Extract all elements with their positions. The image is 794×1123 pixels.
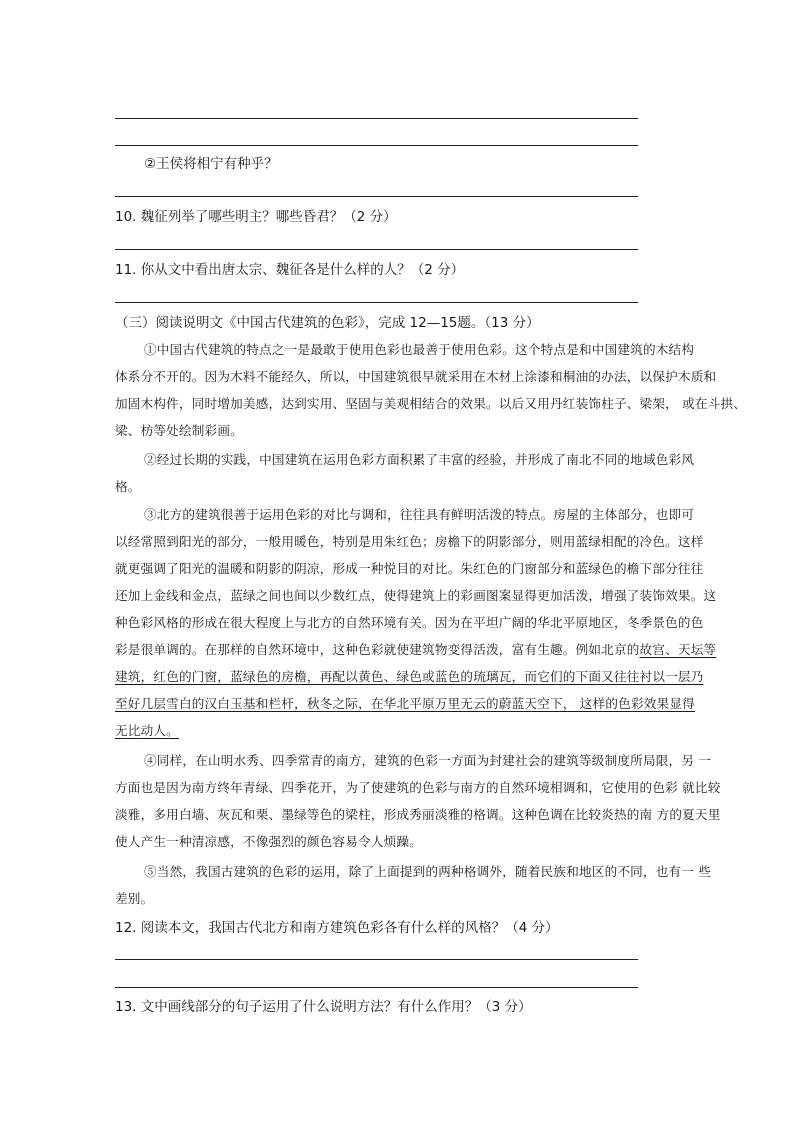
passage-line: ③北方的建筑很善于运用色彩的对比与调和，往往具有鲜明活泼的特点。房屋的主体部分，也即可	[144, 507, 695, 522]
underlined-sentence: 建筑，红色的门窗，蓝绿色的房檐，再配以黄色、绿色或蓝色的琉璃瓦，而它们的下面又往往衬以一层乃	[115, 669, 704, 684]
passage-line: 种色彩风格的形成在很大程度上与北方的自然环境有关。因为在平坦广阔的华北平原地区，冬季景色的色	[115, 615, 704, 630]
question-13: 13. 文中画线部分的句子运用了什么说明方法？有什么作用？（3 分）	[115, 999, 532, 1015]
passage-line: ④同样，在山明水秀、四季常青的南方，建筑的色彩一方面为封建社会的建筑等级制度所局限，另 一	[144, 753, 712, 768]
passage-text: 彩是很单调的。在那样的自然环境中，这种色彩就使建筑物变得活泼，富有生趣。例如北京的	[115, 642, 640, 657]
passage-line: 差别。	[115, 891, 154, 906]
answer-line	[115, 196, 638, 197]
passage-line: 使人产生一种清凉感，不像强烈的颜色容易令人烦躁。	[115, 834, 423, 849]
answer-line	[115, 959, 638, 960]
answer-line	[115, 145, 638, 146]
passage-line: 格。	[115, 479, 141, 494]
underlined-sentence: 故宫、天坛等	[639, 642, 717, 657]
passage-line: ①中国古代建筑的特点之一是最敢于使用色彩也最善于使用色彩。这个特点是和中国建筑的木结构	[144, 342, 695, 357]
passage-line: 就更强调了阳光的温暖和阴影的阴凉，形成一种悦目的对比。朱红色的门窗部分和蓝绿色的檐下部分往往	[115, 561, 704, 576]
answer-line	[115, 987, 638, 988]
section-heading: （三）阅读说明文《中国古代建筑的色彩》，完成 12—15题。（13 分）	[115, 315, 540, 331]
answer-line	[115, 118, 638, 119]
underlined-sentence: 至好几层雪白的汉白玉基和栏杆，秋冬之际，在华北平原万里无云的蔚蓝天空下， 这样的色彩效果显得	[115, 696, 695, 711]
answer-line	[115, 249, 638, 250]
passage-line: 体系分不开的。因为木料不能经久，所以，中国建筑很早就采用在木材上涂漆和桐油的办法，以保护木质和	[115, 369, 717, 384]
sub-question: ②王侯将相宁有种乎？	[144, 156, 278, 172]
passage-line: 还加上金线和金点，蓝绿之间也间以少数红点，使得建筑上的彩画图案显得更加活泼，增强了装饰效果。这	[115, 588, 717, 603]
passage-line: 加固木构件，同时增加美感，达到实用、坚固与美观相结合的效果。以后又用丹红装饰柱子、梁架， 或在斗拱、	[115, 396, 747, 411]
passage-line: 梁、枋等处绘制彩画。	[115, 423, 243, 438]
passage-line: 以经常照到阳光的部分，一般用暖色，特别是用朱红色；房檐下的阴影部分，则用蓝绿相配的冷色。这样	[115, 534, 704, 549]
passage-line	[115, 640, 716, 660]
question-10: 10. 魏征列举了哪些明主？哪些昏君？（2 分）	[115, 209, 397, 225]
passage-line: ②经过长期的实践，中国建筑在运用色彩方面积累了丰富的经验，并形成了南北不同的地域色彩风	[144, 452, 695, 467]
passage-line: ⑤当然，我国古建筑的色彩的运用，除了上面提到的两种格调外，随着民族和地区的不同，也有一 些	[144, 864, 712, 879]
answer-line	[115, 302, 638, 303]
passage-line: 方面也是因为南方终年青绿、四季花开，为了使建筑的色彩与南方的自然环境相调和，它使用的色彩 就比较	[115, 780, 721, 795]
question-11: 11. 你从文中看出唐太宗、魏征各是什么样的人？（2 分）	[115, 262, 465, 278]
underlined-sentence: 无比动人。	[115, 723, 179, 738]
passage-line: 淡雅，多用白墙、灰瓦和栗、墨绿等色的梁柱，形成秀丽淡雅的格调。这种色调在比较炎热的南 方的夏天里	[115, 807, 721, 822]
question-12: 12. 阅读本文，我国古代北方和南方建筑色彩各有什么样的风格？（4 分）	[115, 920, 559, 936]
